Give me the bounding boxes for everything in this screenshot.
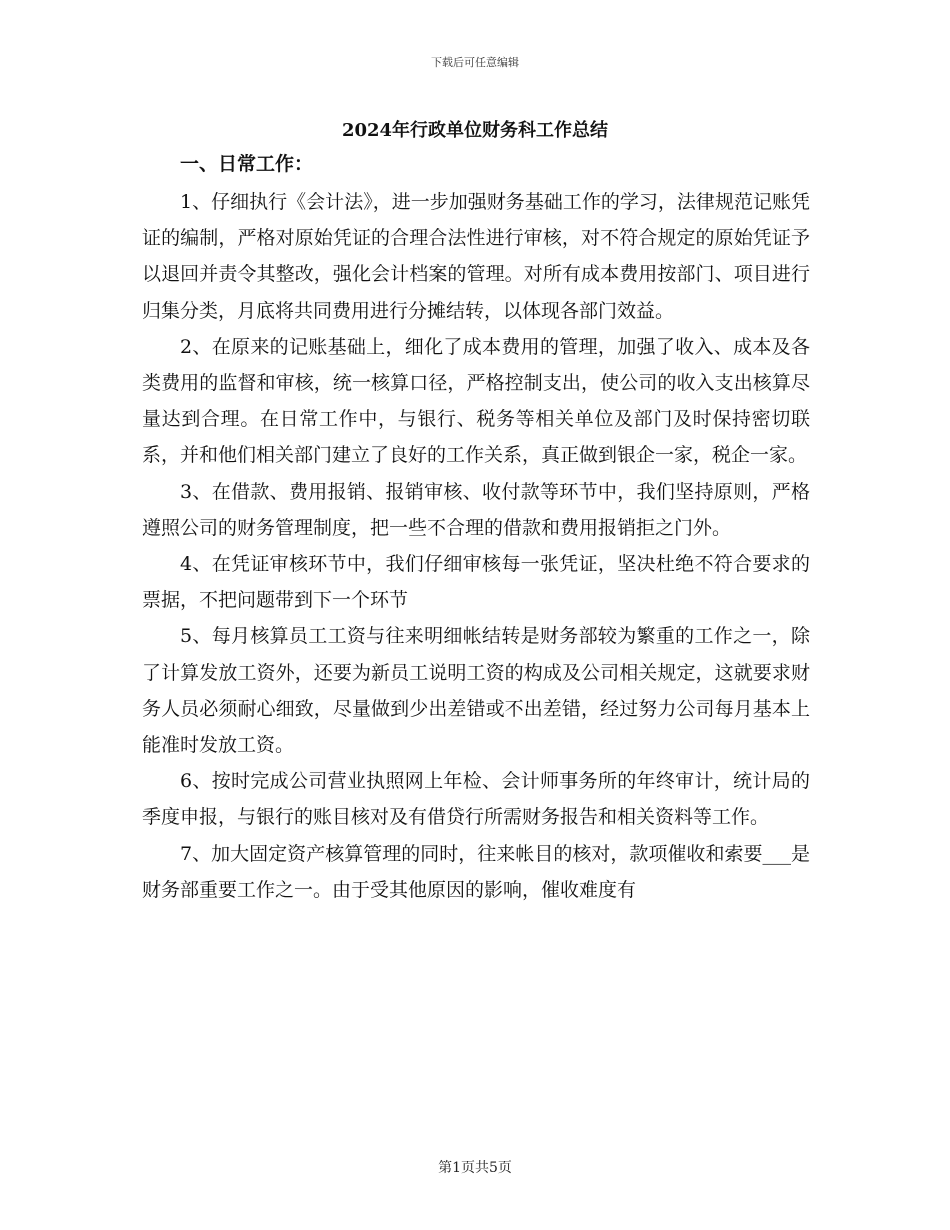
paragraph-5: 5、每月核算员工工资与往来明细帐结转是财务部较为繁重的工作之一，除了计算发放工资外，还要为新员工说明工资的构成及公司相关规定，这就要求财务人员必须耐心细致，尽量做到少出差错或不出差错，经过努力公司每月基本上能准时发放工资。 <box>142 625 810 757</box>
section-heading: 一、日常工作： <box>180 153 314 175</box>
document-title: 2024年行政单位财务科工作总结 <box>341 120 609 141</box>
paragraph-4: 4、在凭证审核环节中，我们仔细审核每一张凭证，坚决杜绝不符合要求的票据，不把问题带到下一个环节 <box>142 553 810 612</box>
document-body <box>142 144 810 908</box>
paragraph-3: 3、在借款、费用报销、报销审核、收付款等环节中，我们坚持原则，严格遵照公司的财务管理制度，把一些不合理的借款和费用报销拒之门外。 <box>142 480 810 539</box>
paragraph-6: 6、按时完成公司营业执照网上年检、会计师事务所的年终审计，统计局的季度申报，与银行的账目核对及有借贷行所需财务报告和相关资料等工作。 <box>142 770 810 829</box>
paragraph-2: 2、在原来的记账基础上，细化了成本费用的管理，加强了收入、成本及各类费用的监督和审核，统一核算口径，严格控制支出，使公司的收入支出核算尽量达到合理。在日常工作中，与银行、税务等相关单位及部门及时保持密切联系，并和他们相关部门建立了良好的工作关系，真正做到银企一家，税企一家。 <box>142 335 810 467</box>
page-header-note: 下载后可任意编辑 <box>431 56 519 69</box>
paragraph-7: 7、加大固定资产核算管理的同时，往来帐目的核对，款项催收和索要___是财务部重要工作之一。由于受其他原因的影响，催收难度有 <box>142 842 810 901</box>
paragraph-1: 1、仔细执行《会计法》，进一步加强财务基础工作的学习，法律规范记账凭证的编制，严格对原始凭证的合理合法性进行审核，对不符合规定的原始凭证予以退回并责令其整改，强化会计档案的管理。对所有成本费用按部门、项目进行归集分类，月底将共同费用进行分摊结转，以体现各部门效益。 <box>142 191 810 322</box>
page-number: 第1页共5页 <box>438 1160 512 1176</box>
